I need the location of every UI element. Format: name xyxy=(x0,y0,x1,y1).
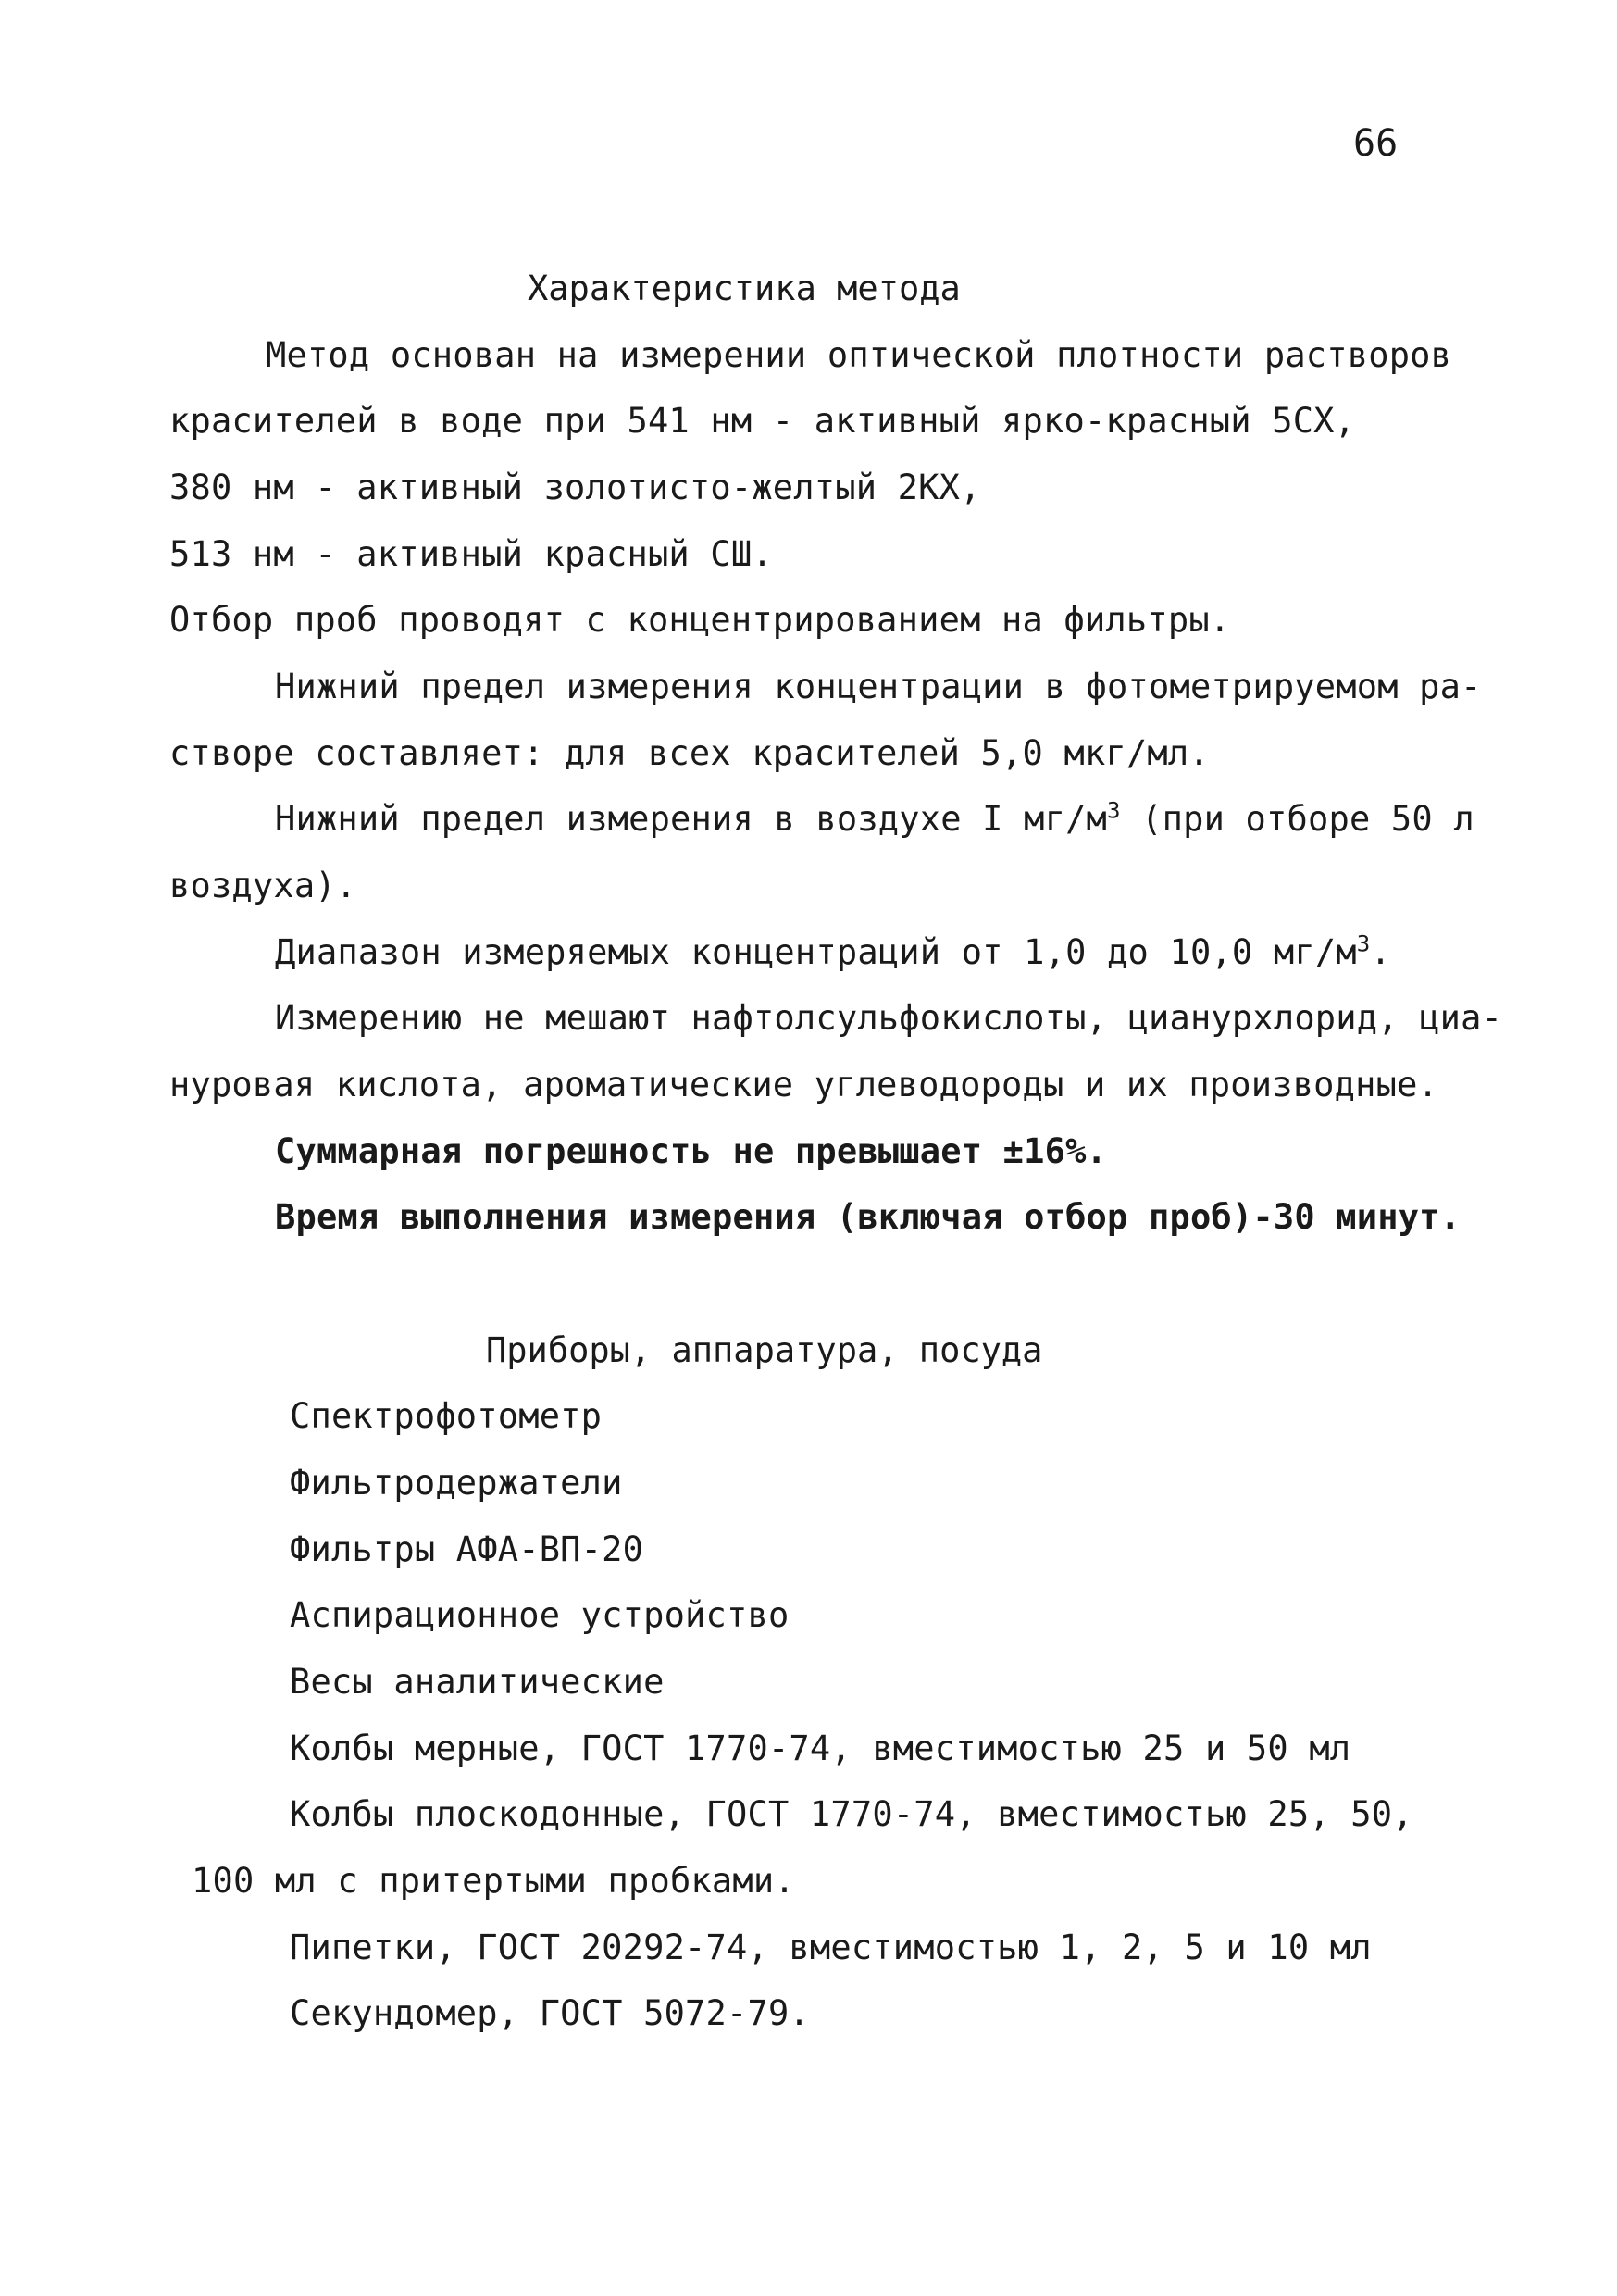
text-line: Отбор проб проводят с концентрированием на фильтры. xyxy=(169,600,1231,640)
list-item: Фильтры АФА-ВП-20 xyxy=(290,1529,644,1569)
list-item: Секундомер, ГОСТ 5072-79. xyxy=(290,1993,810,2033)
superscript: 3 xyxy=(1356,930,1371,957)
list-item: 100 мл с притертыми пробками. xyxy=(192,1861,795,1901)
text-line: Нижний предел измерения концентрации в фотометрируемом ра- xyxy=(275,667,1482,706)
air-limit-tail: (при отборе 50 л xyxy=(1120,799,1474,839)
superscript: 3 xyxy=(1107,797,1121,824)
text-line: воздуха). xyxy=(169,866,357,905)
list-item: Фильтродержатели xyxy=(290,1463,623,1503)
range-tail: . xyxy=(1370,932,1391,972)
list-item: Весы аналитические xyxy=(290,1662,665,1702)
range-text: Диапазон измеряемых концентраций от 1,0 до 10,0 мг/м xyxy=(275,932,1357,972)
text-line: красителей в воде при 541 нм - активный ярко-красный 5СХ, xyxy=(169,401,1356,441)
text-line: Метод основан на измерении оптической плотности растворов xyxy=(266,335,1452,375)
list-item: Аспирационное устройство xyxy=(290,1595,790,1635)
text-line: створе составляет: для всех красителей 5,0 мкг/мл. xyxy=(169,733,1210,773)
text-line: 380 нм - активный золотисто-желтый 2КХ, xyxy=(169,468,981,507)
list-item: Пипетки, ГОСТ 20292-74, вместимостью 1, 2, 5 и 10 мл xyxy=(290,1928,1372,1967)
section-heading-method: Характеристика метода xyxy=(528,268,961,308)
text-line: нуровая кислота, ароматические углеводороды и их производные. xyxy=(169,1065,1439,1104)
list-item: Колбы плоскодонные, ГОСТ 1770-74, вместимостью 25, 50, xyxy=(290,1794,1413,1834)
text-line: Время выполнения измерения (включая отбор проб)-30 минут. xyxy=(275,1197,1462,1237)
text-line: 513 нм - активный красный СШ. xyxy=(169,534,773,574)
text-line-range xyxy=(275,932,1391,972)
section-heading-equipment: Приборы, аппаратура, посуда xyxy=(486,1330,1043,1370)
list-item: Спектрофотометр xyxy=(290,1396,603,1436)
text-line: Суммарная погрешность не превышает ±16%. xyxy=(275,1131,1108,1171)
page-number: 66 xyxy=(1353,122,1399,165)
text-line: Измерению не мешают нафтолсульфокислоты, цианурхлорид, циа- xyxy=(275,998,1503,1038)
air-limit-text: Нижний предел измерения в воздухе I мг/м xyxy=(275,799,1108,839)
text-line-air-limit xyxy=(275,799,1474,839)
list-item: Колбы мерные, ГОСТ 1770-74, вместимостью 25 и 50 мл xyxy=(290,1728,1351,1768)
